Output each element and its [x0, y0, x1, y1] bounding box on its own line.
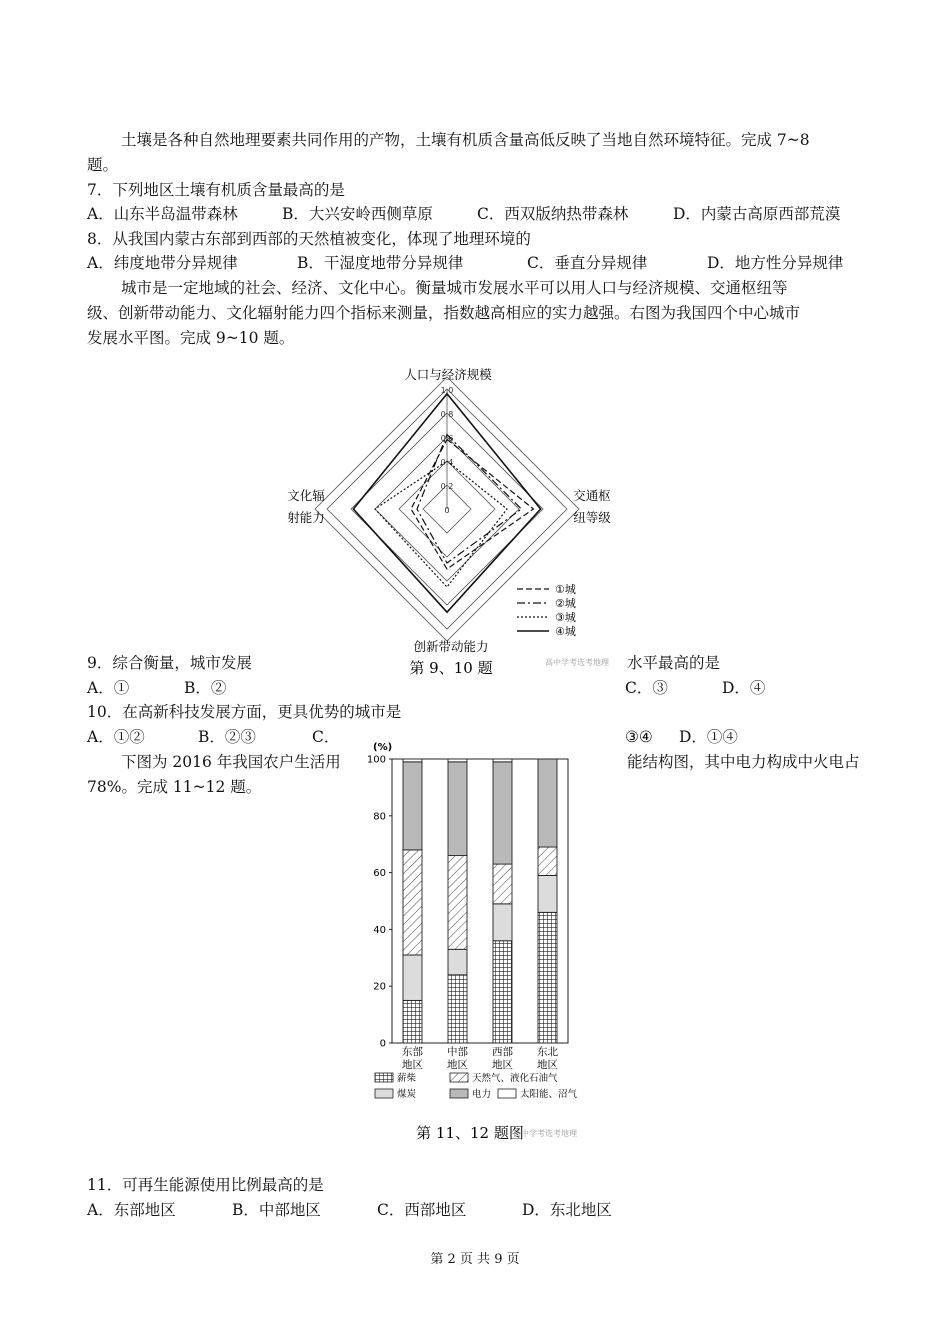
bar-segment-天然气、液化石油气	[538, 847, 557, 875]
radar-tick-label: 0.8	[440, 410, 454, 419]
radar-series-①城	[411, 439, 533, 569]
page-footer: 第 2 页 共 9 页	[430, 1252, 520, 1267]
bar-segment-太阳能、沼气	[493, 759, 512, 762]
q11-option-a[interactable]: A．东部地区	[87, 1201, 176, 1219]
radar-axis-label-bottom: 创新带动能力	[413, 639, 489, 654]
q10-option-b[interactable]: B．②③	[198, 728, 256, 746]
bar-ytick-label: 0	[379, 1038, 386, 1050]
radar-legend-label: ①城	[555, 583, 576, 596]
radar-tick-label: 0.4	[440, 458, 454, 467]
intro-energy-line1-part1: 下图为 2016 年我国农户生活用	[121, 753, 341, 771]
intro-soil-line1: 土壤是各种自然地理要素共同作用的产物，土壤有机质含量高低反映了当地自然环境特征。完成 7~8	[121, 131, 810, 149]
intro-energy-line2: 78%。完成 11~12 题。	[87, 778, 262, 796]
radar-axis-label-top: 人口与经济规模	[404, 367, 492, 382]
q9-option-d[interactable]: D．④	[722, 679, 766, 697]
bar-category-label: 地区	[447, 1059, 468, 1071]
bar-legend-swatch	[375, 1089, 393, 1098]
bar-ytick-label: 80	[373, 811, 386, 823]
bar-ytick-label: 40	[373, 924, 386, 936]
bar-segment-天然气、液化石油气	[448, 856, 467, 950]
bar-legend-label: 煤炭	[397, 1089, 417, 1100]
q9-stem-part1: 9．综合衡量，城市发展	[87, 654, 252, 672]
q10-stem: 10．在高新科技发展方面，更具优势的城市是	[87, 703, 402, 721]
radar-chart	[270, 362, 670, 682]
bar-category-label: 西部	[492, 1046, 513, 1058]
bar-ytick-label: 60	[373, 868, 386, 880]
bar-legend-swatch	[450, 1089, 468, 1098]
q8-stem: 8．从我国内蒙古东部到西部的天然植被变化，体现了地理环境的	[87, 230, 531, 248]
watermark-1: 高中学考选考地理	[545, 658, 609, 667]
bar-title: 第 11、12 题图	[416, 1124, 524, 1142]
bar-segment-薪柴	[448, 975, 467, 1043]
bar-segment-薪柴	[493, 941, 512, 1043]
q10-option-d[interactable]: D．①④	[679, 728, 738, 746]
radar-axis-label-right-1: 交通枢	[573, 488, 611, 503]
intro-city-line1: 城市是一定地域的社会、经济、文化中心。衡量城市发展水平可以用人口与经济规模、交通枢纽等	[121, 279, 788, 297]
bar-category-label: 中部	[447, 1046, 468, 1058]
bar-category-labels	[402, 1045, 558, 1071]
intro-soil-line2: 题。	[87, 156, 119, 174]
q9-option-b[interactable]: B．②	[184, 679, 227, 697]
bar-segment-天然气、液化石油气	[403, 850, 422, 955]
bar-category-label: 地区	[492, 1059, 513, 1071]
bar-segment-煤炭	[538, 875, 557, 912]
q7-option-b[interactable]: B．大兴安岭西侧草原	[282, 205, 433, 223]
bar-ytick-label: 100	[366, 754, 386, 766]
radar-axis-label-left-2: 射能力	[287, 510, 325, 525]
bar-category-label: 地区	[537, 1059, 558, 1071]
q11-option-d[interactable]: D．东北地区	[522, 1201, 612, 1219]
bar-segment-太阳能、沼气	[403, 759, 422, 762]
bar-segment-电力	[538, 759, 557, 847]
bar-segment-薪柴	[538, 912, 557, 1043]
radar-title: 第 9、10 题	[409, 659, 493, 677]
bar-ylabel: (%)	[373, 742, 393, 753]
bar-bars	[403, 759, 557, 1043]
bar-legend-label: 太阳能、沼气	[520, 1089, 578, 1100]
bar-segment-电力	[403, 762, 422, 850]
q11-option-b[interactable]: B．中部地区	[232, 1201, 321, 1219]
q11-option-c[interactable]: C．西部地区	[377, 1201, 467, 1219]
bar-legend-swatch	[450, 1073, 468, 1082]
q7-stem: 7．下列地区土壤有机质含量最高的是	[87, 181, 345, 199]
bar-category-label: 东部	[402, 1046, 423, 1058]
bar-legend-swatch	[375, 1073, 393, 1082]
q7-option-d[interactable]: D．内蒙古高原西部荒漠	[673, 205, 841, 223]
radar-tick-label: 0	[444, 506, 450, 515]
bar-segment-电力	[493, 762, 512, 864]
q10-option-c-cont: ③④	[625, 728, 653, 746]
bar-segment-电力	[448, 762, 467, 856]
radar-tick-label: 1.0	[440, 386, 454, 395]
q11-stem: 11．可再生能源使用比例最高的是	[87, 1176, 324, 1194]
bar-segment-薪柴	[403, 1000, 422, 1043]
bar-category-label: 地区	[402, 1059, 423, 1071]
bar-legend-swatch	[498, 1089, 516, 1098]
bar-segment-煤炭	[403, 955, 422, 1000]
radar-legend-label: ④城	[555, 625, 576, 638]
q8-option-a[interactable]: A．纬度地带分异规律	[87, 254, 238, 272]
bar-category-label: 东北	[537, 1046, 558, 1058]
bar-segment-太阳能、沼气	[448, 759, 467, 762]
energy-bar-chart	[355, 735, 600, 1145]
bar-legend-label: 电力	[472, 1089, 492, 1100]
bar-legend-label: 薪柴	[397, 1073, 417, 1084]
q10-option-c[interactable]: C．	[312, 728, 340, 746]
q9-stem-part2: 水平最高的是	[627, 654, 721, 672]
q8-option-c[interactable]: C．垂直分异规律	[527, 254, 648, 272]
radar-tick-label: 0.2	[440, 482, 454, 491]
intro-energy-line1-part2: 能结构图，其中电力构成中火电占	[627, 753, 860, 771]
q7-option-a[interactable]: A．山东半岛温带森林	[87, 205, 238, 223]
bar-segment-煤炭	[493, 904, 512, 941]
bar-segment-煤炭	[448, 949, 467, 975]
q10-option-a[interactable]: A．①②	[87, 728, 145, 746]
q8-option-b[interactable]: B．干湿度地带分异规律	[297, 254, 464, 272]
q9-option-a[interactable]: A．①	[87, 679, 130, 697]
radar-legend	[517, 583, 576, 638]
radar-legend-label: ③城	[555, 611, 576, 624]
radar-axis-label-left-1: 文化辐	[287, 488, 325, 503]
intro-city-line2: 级、创新带动能力、文化辐射能力四个指标来测量，指数越高相应的实力越强。右图为我国四个中心城市	[87, 304, 801, 322]
radar-axis-label-right-2: 纽等级	[573, 510, 611, 525]
bar-ytick-label: 20	[373, 981, 386, 993]
q8-option-d[interactable]: D．地方性分异规律	[707, 254, 844, 272]
bar-legend	[375, 1072, 578, 1100]
watermark-2: 高中学考选考地理	[513, 1129, 577, 1138]
bar-segment-天然气、液化石油气	[493, 864, 512, 904]
q9-option-c[interactable]: C．③	[625, 679, 668, 697]
radar-tick-label: 0.6	[440, 434, 454, 443]
radar-legend-label: ②城	[555, 597, 576, 610]
bar-legend-label: 天然气、液化石油气	[472, 1073, 558, 1084]
intro-city-line3: 发展水平图。完成 9~10 题。	[87, 329, 295, 347]
q7-option-c[interactable]: C．西双版纳热带森林	[477, 205, 629, 223]
